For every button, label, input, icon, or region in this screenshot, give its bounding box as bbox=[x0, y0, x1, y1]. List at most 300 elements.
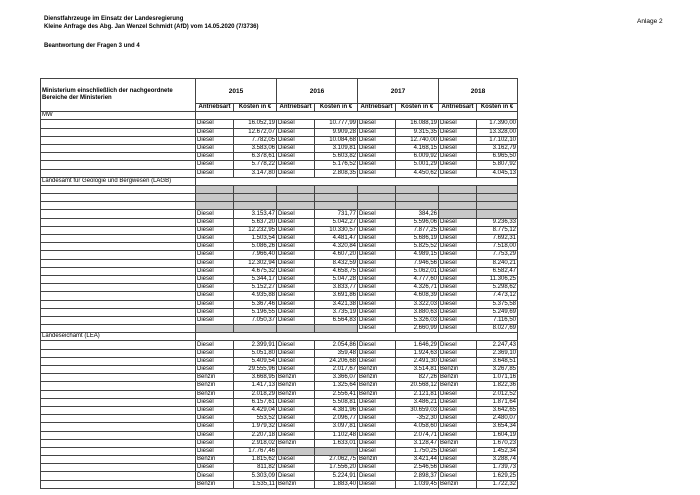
drive-type-cell: Diesel bbox=[439, 144, 477, 152]
drive-type-cell: Benzin bbox=[358, 382, 396, 390]
cost-cell: 12.302,94 bbox=[234, 259, 277, 267]
drive-type-cell: Diesel bbox=[439, 349, 477, 357]
drive-type-cell: Diesel bbox=[196, 136, 234, 144]
cost-cell: 2.012,52 bbox=[477, 390, 518, 398]
table-row bbox=[41, 447, 518, 455]
cost-cell: -352,30 bbox=[396, 415, 439, 423]
table-row bbox=[41, 251, 518, 259]
document-subtitle: Beantwortung der Fragen 3 und 4 bbox=[44, 43, 140, 49]
cost-cell: 30.659,03 bbox=[396, 406, 439, 414]
cost-cell: 5.051,80 bbox=[234, 349, 277, 357]
blank-cell bbox=[196, 185, 234, 193]
drive-type-cell: Benzin bbox=[358, 374, 396, 382]
drive-type-cell: Diesel bbox=[277, 464, 315, 472]
cost-cell: 3.153,47 bbox=[234, 210, 277, 218]
drive-type-cell: Diesel bbox=[439, 464, 477, 472]
drive-type-cell: Diesel bbox=[277, 406, 315, 414]
cost-cell: 1.633,01 bbox=[315, 439, 358, 447]
cost-cell: 1.417,13 bbox=[234, 382, 277, 390]
kosten-header: Kosten in € bbox=[315, 104, 358, 112]
table-row bbox=[41, 382, 518, 390]
antrieb-header: Antriebsart bbox=[277, 104, 315, 112]
drive-type-cell: Diesel bbox=[358, 480, 396, 488]
cost-cell: 2.918,02 bbox=[234, 439, 277, 447]
year-2016-header: 2016 bbox=[277, 79, 358, 104]
table-row bbox=[41, 284, 518, 292]
drive-type-cell: Diesel bbox=[358, 128, 396, 136]
section-name: Landesamt für Geologie und Bergwesen (LAGB) bbox=[41, 177, 196, 185]
table-row bbox=[41, 226, 518, 234]
cost-cell: 553,52 bbox=[234, 415, 277, 423]
row-label-cell bbox=[41, 144, 196, 152]
drive-type-cell: Diesel bbox=[358, 259, 396, 267]
blank-cell bbox=[396, 202, 439, 210]
table-row bbox=[41, 128, 518, 136]
cost-cell: 1.071,16 bbox=[477, 374, 518, 382]
drive-type-cell: Diesel bbox=[439, 415, 477, 423]
cost-cell: 3.366,07 bbox=[315, 374, 358, 382]
row-label-cell bbox=[41, 300, 196, 308]
cost-cell: 4.777,60 bbox=[396, 275, 439, 283]
ministry-header: Ministerium einschließlich der nachgeordnete Bereiche der Ministerien bbox=[41, 79, 196, 112]
drive-type-cell: Diesel bbox=[439, 390, 477, 398]
drive-type-cell: Diesel bbox=[358, 226, 396, 234]
blank-cell bbox=[396, 194, 439, 202]
drive-type-cell: Diesel bbox=[439, 235, 477, 243]
section-row bbox=[41, 112, 518, 120]
row-label-cell bbox=[41, 161, 196, 169]
drive-type-cell: Benzin bbox=[196, 382, 234, 390]
row-label-cell bbox=[41, 120, 196, 128]
drive-type-cell: Diesel bbox=[277, 415, 315, 423]
cost-cell: 6.009,92 bbox=[396, 153, 439, 161]
drive-type-cell: Benzin bbox=[196, 456, 234, 464]
drive-type-cell: Diesel bbox=[439, 398, 477, 406]
drive-type-cell: Diesel bbox=[439, 292, 477, 300]
row-label-cell bbox=[41, 349, 196, 357]
drive-type-cell: Diesel bbox=[277, 243, 315, 251]
row-label-cell bbox=[41, 415, 196, 423]
row-label-cell bbox=[41, 136, 196, 144]
drive-type-cell bbox=[196, 325, 234, 333]
cost-cell: 5.409,54 bbox=[234, 357, 277, 365]
drive-type-cell: Diesel bbox=[277, 316, 315, 324]
cost-cell: 827,26 bbox=[396, 374, 439, 382]
row-label-cell bbox=[41, 275, 196, 283]
blank-cell bbox=[277, 194, 315, 202]
cost-cell: 2.018,29 bbox=[234, 390, 277, 398]
table-row bbox=[41, 185, 518, 193]
drive-type-cell: Diesel bbox=[439, 226, 477, 234]
cost-cell: 5.086,26 bbox=[234, 243, 277, 251]
cost-cell: 1.883,40 bbox=[315, 480, 358, 488]
cost-cell: 2.096,77 bbox=[315, 415, 358, 423]
row-label-cell bbox=[41, 423, 196, 431]
vehicle-cost-table bbox=[40, 78, 518, 489]
table-row bbox=[41, 300, 518, 308]
cost-cell: 4.658,75 bbox=[315, 267, 358, 275]
row-label-cell bbox=[41, 406, 196, 414]
drive-type-cell: Diesel bbox=[277, 423, 315, 431]
drive-type-cell: Diesel bbox=[358, 316, 396, 324]
drive-type-cell: Diesel bbox=[358, 120, 396, 128]
drive-type-cell: Diesel bbox=[196, 259, 234, 267]
cost-cell bbox=[477, 210, 518, 218]
cost-cell: 12.740,00 bbox=[396, 136, 439, 144]
cost-cell: 17.390,00 bbox=[477, 120, 518, 128]
cost-cell: 9.909,28 bbox=[315, 128, 358, 136]
row-label-cell bbox=[41, 235, 196, 243]
cost-cell: 11.306,25 bbox=[477, 275, 518, 283]
cost-cell: 27.062,75 bbox=[315, 456, 358, 464]
drive-type-cell: Diesel bbox=[277, 398, 315, 406]
drive-type-cell: Diesel bbox=[358, 439, 396, 447]
drive-type-cell: Diesel bbox=[196, 341, 234, 349]
cost-cell: 2.660,99 bbox=[396, 325, 439, 333]
cost-cell: 4.058,60 bbox=[396, 423, 439, 431]
year-2015-header: 2015 bbox=[196, 79, 277, 104]
table-row bbox=[41, 144, 518, 152]
cost-cell: 4.675,32 bbox=[234, 267, 277, 275]
blank-cell bbox=[277, 202, 315, 210]
blank-cell bbox=[234, 194, 277, 202]
table-row bbox=[41, 292, 518, 300]
row-label-cell bbox=[41, 472, 196, 480]
drive-type-cell: Diesel bbox=[439, 243, 477, 251]
drive-type-cell: Diesel bbox=[358, 292, 396, 300]
drive-type-cell: Diesel bbox=[196, 226, 234, 234]
drive-type-cell: Diesel bbox=[277, 144, 315, 152]
cost-cell: 2.207,18 bbox=[234, 431, 277, 439]
section-row bbox=[41, 333, 518, 341]
drive-type-cell: Benzin bbox=[277, 480, 315, 488]
row-label-cell bbox=[41, 464, 196, 472]
drive-type-cell: Diesel bbox=[358, 235, 396, 243]
section-filler bbox=[196, 333, 518, 341]
drive-type-cell: Diesel bbox=[196, 406, 234, 414]
cost-cell: 5.825,52 bbox=[396, 243, 439, 251]
cost-cell: 8.432,59 bbox=[315, 259, 358, 267]
cost-cell: 5.176,52 bbox=[315, 161, 358, 169]
table-row bbox=[41, 472, 518, 480]
drive-type-cell: Diesel bbox=[358, 472, 396, 480]
blank-cell bbox=[277, 185, 315, 193]
row-label-cell bbox=[41, 292, 196, 300]
cost-cell: 5.778,22 bbox=[234, 161, 277, 169]
cost-cell: 5.344,17 bbox=[234, 275, 277, 283]
cost-cell: 10.777,99 bbox=[315, 120, 358, 128]
drive-type-cell: Diesel bbox=[358, 169, 396, 177]
drive-type-cell: Diesel bbox=[439, 128, 477, 136]
cost-cell: 1.750,25 bbox=[396, 447, 439, 455]
cost-cell: 3.654,34 bbox=[477, 423, 518, 431]
blank-cell bbox=[358, 202, 396, 210]
drive-type-cell: Benzin bbox=[358, 390, 396, 398]
cost-cell: 2.480,07 bbox=[477, 415, 518, 423]
row-label-cell bbox=[41, 390, 196, 398]
document-title: Dienstfahrzeuge im Einsatz der Landesregierung bbox=[44, 16, 184, 22]
drive-type-cell: Diesel bbox=[439, 456, 477, 464]
cost-cell: 4.607,20 bbox=[315, 251, 358, 259]
antrieb-header: Antriebsart bbox=[439, 104, 477, 112]
row-label-cell bbox=[41, 284, 196, 292]
cost-cell: 1.452,34 bbox=[477, 447, 518, 455]
drive-type-cell: Diesel bbox=[196, 398, 234, 406]
drive-type-cell: Benzin bbox=[196, 374, 234, 382]
cost-cell: 3.583,06 bbox=[234, 144, 277, 152]
antrieb-header: Antriebsart bbox=[358, 104, 396, 112]
cost-cell: 5.596,06 bbox=[396, 218, 439, 226]
cost-cell: 1.325,64 bbox=[315, 382, 358, 390]
cost-cell: 5.298,62 bbox=[477, 284, 518, 292]
table-row bbox=[41, 194, 518, 202]
drive-type-cell: Diesel bbox=[358, 415, 396, 423]
cost-cell: 7.946,56 bbox=[396, 259, 439, 267]
table-row bbox=[41, 243, 518, 251]
cost-cell: 5.375,58 bbox=[477, 300, 518, 308]
drive-type-cell: Diesel bbox=[358, 325, 396, 333]
cost-cell: 1.503,54 bbox=[234, 235, 277, 243]
cost-cell: 3.668,95 bbox=[234, 374, 277, 382]
cost-cell: 2.898,37 bbox=[396, 472, 439, 480]
drive-type-cell: Diesel bbox=[277, 472, 315, 480]
drive-type-cell: Benzin bbox=[439, 480, 477, 488]
row-label-cell bbox=[41, 259, 196, 267]
cost-cell: 3.109,81 bbox=[315, 144, 358, 152]
cost-cell: 6.582,47 bbox=[477, 267, 518, 275]
cost-cell: 2.546,56 bbox=[396, 464, 439, 472]
drive-type-cell: Diesel bbox=[358, 423, 396, 431]
blank-cell bbox=[41, 194, 196, 202]
year-header-row bbox=[41, 79, 518, 104]
cost-cell: 3.147,80 bbox=[234, 169, 277, 177]
table-row bbox=[41, 423, 518, 431]
drive-type-cell: Diesel bbox=[277, 235, 315, 243]
blank-cell bbox=[234, 202, 277, 210]
cost-cell: 1.722,32 bbox=[477, 480, 518, 488]
drive-type-cell: Diesel bbox=[196, 447, 234, 455]
row-label-cell bbox=[41, 243, 196, 251]
cost-cell bbox=[234, 325, 277, 333]
drive-type-cell: Diesel bbox=[196, 243, 234, 251]
cost-cell: 8.240,21 bbox=[477, 259, 518, 267]
row-label-cell bbox=[41, 316, 196, 324]
cost-cell: 1.979,32 bbox=[234, 423, 277, 431]
blank-cell bbox=[439, 202, 477, 210]
cost-cell: 7.116,50 bbox=[477, 316, 518, 324]
cost-cell: 811,82 bbox=[234, 464, 277, 472]
table-row bbox=[41, 456, 518, 464]
table-row bbox=[41, 415, 518, 423]
row-label-cell bbox=[41, 398, 196, 406]
table-row bbox=[41, 267, 518, 275]
row-label-cell bbox=[41, 447, 196, 455]
drive-type-cell: Diesel bbox=[277, 218, 315, 226]
drive-type-cell: Benzin bbox=[196, 390, 234, 398]
drive-type-cell: Benzin bbox=[358, 456, 396, 464]
cost-cell: 3.162,79 bbox=[477, 144, 518, 152]
cost-cell: 5.508,81 bbox=[315, 398, 358, 406]
drive-type-cell: Diesel bbox=[277, 300, 315, 308]
drive-type-cell: Benzin bbox=[439, 439, 477, 447]
cost-cell: 4.481,47 bbox=[315, 235, 358, 243]
drive-type-cell: Diesel bbox=[196, 300, 234, 308]
table-row bbox=[41, 341, 518, 349]
cost-cell: 10.330,57 bbox=[315, 226, 358, 234]
drive-type-cell: Benzin bbox=[277, 382, 315, 390]
drive-type-cell: Diesel bbox=[196, 153, 234, 161]
row-label-cell bbox=[41, 374, 196, 382]
row-label-cell bbox=[41, 325, 196, 333]
drive-type-cell: Diesel bbox=[196, 267, 234, 275]
row-label-cell bbox=[41, 210, 196, 218]
cost-cell: 13.328,00 bbox=[477, 128, 518, 136]
drive-type-cell: Diesel bbox=[277, 169, 315, 177]
drive-type-cell: Diesel bbox=[196, 128, 234, 136]
blank-cell bbox=[358, 185, 396, 193]
kosten-header: Kosten in € bbox=[396, 104, 439, 112]
cost-cell: 8.775,12 bbox=[477, 226, 518, 234]
row-label-cell bbox=[41, 382, 196, 390]
antrieb-header: Antriebsart bbox=[196, 104, 234, 112]
drive-type-cell: Diesel bbox=[277, 251, 315, 259]
drive-type-cell: Diesel bbox=[277, 349, 315, 357]
table-row bbox=[41, 120, 518, 128]
drive-type-cell: Diesel bbox=[277, 210, 315, 218]
table-row bbox=[41, 210, 518, 218]
table-row bbox=[41, 357, 518, 365]
cost-cell: 1.535,11 bbox=[234, 480, 277, 488]
cost-cell: 7.518,00 bbox=[477, 243, 518, 251]
table-row bbox=[41, 464, 518, 472]
cost-cell: 29.555,96 bbox=[234, 366, 277, 374]
table-row bbox=[41, 398, 518, 406]
cost-cell bbox=[315, 325, 358, 333]
cost-cell: 3.288,74 bbox=[477, 456, 518, 464]
cost-cell: 2.369,10 bbox=[477, 349, 518, 357]
drive-type-cell: Diesel bbox=[196, 284, 234, 292]
table-row bbox=[41, 259, 518, 267]
cost-cell: 5.603,82 bbox=[315, 153, 358, 161]
cost-cell: 4.429,04 bbox=[234, 406, 277, 414]
cost-cell: 6.157,61 bbox=[234, 398, 277, 406]
drive-type-cell: Diesel bbox=[439, 341, 477, 349]
cost-cell: 731,77 bbox=[315, 210, 358, 218]
blank-cell bbox=[396, 185, 439, 193]
row-label-cell bbox=[41, 357, 196, 365]
year-2017-header: 2017 bbox=[358, 79, 439, 104]
cost-cell: 5.637,20 bbox=[234, 218, 277, 226]
drive-type-cell: Diesel bbox=[439, 259, 477, 267]
drive-type-cell: Diesel bbox=[277, 226, 315, 234]
drive-type-cell: Diesel bbox=[439, 136, 477, 144]
cost-cell: 6.965,50 bbox=[477, 153, 518, 161]
drive-type-cell: Diesel bbox=[196, 120, 234, 128]
row-label-cell bbox=[41, 128, 196, 136]
cost-cell: 1.670,23 bbox=[477, 439, 518, 447]
drive-type-cell: Diesel bbox=[277, 161, 315, 169]
row-label-cell bbox=[41, 267, 196, 275]
drive-type-cell: Diesel bbox=[439, 300, 477, 308]
cost-cell: 5.326,03 bbox=[396, 316, 439, 324]
cost-cell: 3.421,38 bbox=[315, 300, 358, 308]
cost-cell: 2.491,30 bbox=[396, 357, 439, 365]
cost-cell: 17.767,46 bbox=[234, 447, 277, 455]
drive-type-cell: Diesel bbox=[439, 218, 477, 226]
drive-type-cell: Diesel bbox=[358, 284, 396, 292]
cost-cell: 3.322,03 bbox=[396, 300, 439, 308]
table-row bbox=[41, 431, 518, 439]
cost-cell: 10.084,68 bbox=[315, 136, 358, 144]
cost-cell: 4.168,15 bbox=[396, 144, 439, 152]
drive-type-cell bbox=[439, 210, 477, 218]
cost-cell: 4.608,39 bbox=[396, 292, 439, 300]
cost-cell: 1.739,73 bbox=[477, 464, 518, 472]
row-label-cell bbox=[41, 226, 196, 234]
cost-cell: 2.247,43 bbox=[477, 341, 518, 349]
drive-type-cell: Diesel bbox=[196, 251, 234, 259]
drive-type-cell: Diesel bbox=[439, 325, 477, 333]
drive-type-cell: Diesel bbox=[196, 144, 234, 152]
cost-cell: 4.935,88 bbox=[234, 292, 277, 300]
cost-cell: 2.556,41 bbox=[315, 390, 358, 398]
drive-type-cell: Diesel bbox=[196, 431, 234, 439]
table-row bbox=[41, 218, 518, 226]
row-label-cell bbox=[41, 439, 196, 447]
cost-cell: 6.378,61 bbox=[234, 153, 277, 161]
drive-type-cell: Diesel bbox=[277, 357, 315, 365]
cost-cell: 7.692,31 bbox=[477, 235, 518, 243]
table-row bbox=[41, 325, 518, 333]
drive-type-cell: Diesel bbox=[358, 243, 396, 251]
cost-cell: 4.045,13 bbox=[477, 169, 518, 177]
row-label-cell bbox=[41, 366, 196, 374]
cost-cell: 3.267,85 bbox=[477, 366, 518, 374]
drive-type-cell: Diesel bbox=[439, 423, 477, 431]
drive-type-cell: Benzin bbox=[277, 374, 315, 382]
kosten-header: Kosten in € bbox=[477, 104, 518, 112]
drive-type-cell: Diesel bbox=[277, 456, 315, 464]
drive-type-cell: Diesel bbox=[277, 366, 315, 374]
cost-cell: 24.206,68 bbox=[315, 357, 358, 365]
drive-type-cell: Diesel bbox=[439, 120, 477, 128]
blank-cell bbox=[358, 194, 396, 202]
cost-cell: 5.303,09 bbox=[234, 472, 277, 480]
blank-cell bbox=[196, 202, 234, 210]
section-name: MW bbox=[41, 112, 196, 120]
drive-type-cell: Diesel bbox=[358, 136, 396, 144]
cost-cell: 1.039,45 bbox=[396, 480, 439, 488]
row-label-cell bbox=[41, 341, 196, 349]
drive-type-cell: Diesel bbox=[358, 349, 396, 357]
drive-type-cell: Diesel bbox=[358, 267, 396, 275]
drive-type-cell bbox=[277, 325, 315, 333]
cost-cell: 5.249,69 bbox=[477, 308, 518, 316]
drive-type-cell: Diesel bbox=[196, 464, 234, 472]
row-label-cell bbox=[41, 431, 196, 439]
drive-type-cell: Diesel bbox=[439, 161, 477, 169]
table-row bbox=[41, 349, 518, 357]
blank-cell bbox=[41, 202, 196, 210]
cost-cell: 1.646,29 bbox=[396, 341, 439, 349]
cost-cell: 1.629,25 bbox=[477, 472, 518, 480]
drive-type-cell: Diesel bbox=[196, 308, 234, 316]
blank-cell bbox=[477, 185, 518, 193]
cost-cell: 16.088,19 bbox=[396, 120, 439, 128]
cost-cell: 5.196,55 bbox=[234, 308, 277, 316]
drive-type-cell: Diesel bbox=[439, 251, 477, 259]
cost-cell: 3.486,21 bbox=[396, 398, 439, 406]
